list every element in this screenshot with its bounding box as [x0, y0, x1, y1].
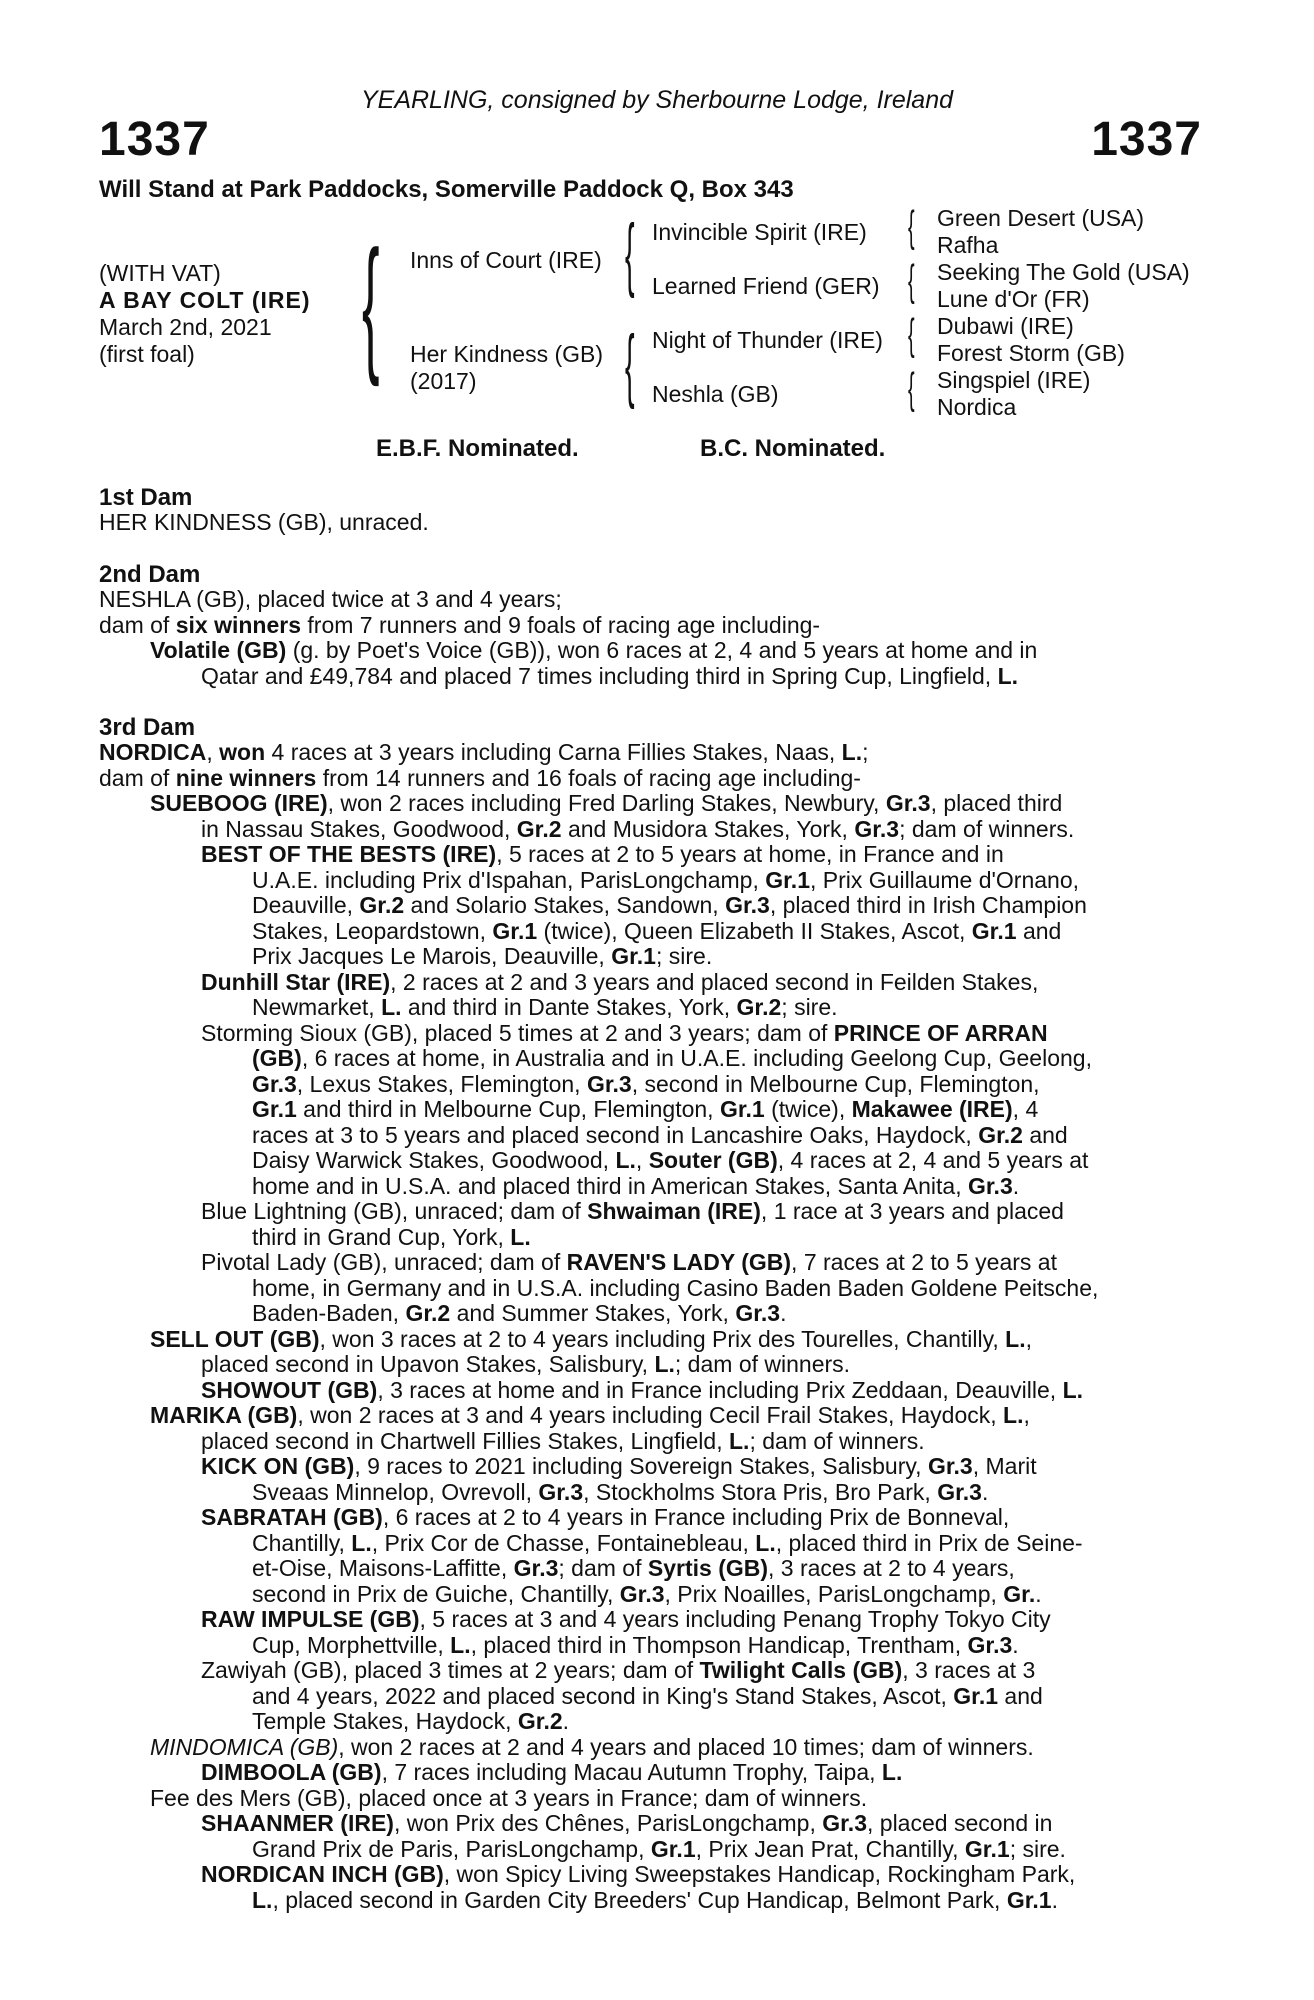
- td-line-3: SUEBOOG (IRE), won 2 races including Fred Darling Stakes, Newbury, Gr.3, placed third: [150, 790, 1063, 816]
- consignment-line: YEARLING, consigned by Sherbourne Lodge, Ireland: [360, 86, 954, 114]
- bc-nomination: B.C. Nominated.: [700, 435, 886, 462]
- foal-note: (first foal): [99, 341, 195, 367]
- td-line-12: Storming Sioux (GB), placed 5 times at 2 and 3 years; dam of PRINCE OF ARRAN: [201, 1019, 1048, 1046]
- td-line-43: SHAANMER (IRE), won Prix des Chênes, ParisLongchamp, Gr.3, placed second in: [201, 1810, 1053, 1836]
- td-line-37: Zawiyah (GB), placed 3 times at 2 years; dam of Twilight Calls (GB), 3 races at 3: [201, 1657, 1036, 1683]
- third-dam-heading: 3rd Dam: [99, 714, 196, 741]
- td-line-16: races at 3 to 5 years and placed second in Lancashire Oaks, Haydock, Gr.2 and: [252, 1121, 1068, 1148]
- td-line-15: Gr.1 and third in Melbourne Cup, Flemington, Gr.1 (twice), Makawee (IRE), 4: [252, 1096, 1039, 1122]
- td-line-34: second in Prix de Guiche, Chantilly, Gr.3, Prix Noailles, ParisLongchamp, Gr..: [252, 1580, 1042, 1607]
- td-line-11: Newmarket, L. and third in Dante Stakes, York, Gr.2; sire.: [252, 994, 838, 1020]
- td-line-4: in Nassau Stakes, Goodwood, Gr.2 and Musidora Stakes, York, Gr.3; dam of winners.: [201, 815, 1075, 842]
- sire-sire: Invincible Spirit (IRE): [652, 219, 867, 245]
- td-line-23: Baden-Baden, Gr.2 and Summer Stakes, York, Gr.3.: [252, 1300, 787, 1326]
- td-line-19: Blue Lightning (GB), unraced; dam of Shwaiman (IRE), 1 race at 3 years and placed: [201, 1198, 1064, 1224]
- td-line-8: Stakes, Leopardstown, Gr.1 (twice), Queen Elizabeth II Stakes, Ascot, Gr.1 and: [252, 917, 1062, 944]
- td-line-30: Sveaas Minnelop, Ovrevoll, Gr.3, Stockholms Stora Pris, Bro Park, Gr.3.: [252, 1478, 989, 1505]
- second-dam-line-4: Qatar and £49,784 and placed 7 times including third in Spring Cup, Lingfield, L.: [201, 662, 1019, 689]
- third-dam-text: [99, 740, 1204, 1913]
- td-line-27: MARIKA (GB), won 2 races at 3 and 4 years including Cecil Frail Stakes, Haydock, L.,: [150, 1402, 1030, 1428]
- first-dam-text: [99, 510, 1204, 536]
- td-line-29: KICK ON (GB), 9 races to 2021 including Sovereign Stakes, Salisbury, Gr.3, Marit: [201, 1453, 1037, 1479]
- horse-name: A BAY COLT (IRE): [99, 287, 311, 313]
- sire: Inns of Court (IRE): [410, 247, 602, 273]
- td-line-35: RAW IMPULSE (GB), 5 races at 3 and 4 years including Penang Trophy Tokyo City: [201, 1606, 1051, 1632]
- td-line-10: Dunhill Star (IRE), 2 races at 2 and 3 years and placed second in Feilden Stakes,: [201, 968, 1039, 995]
- dam-sire: Night of Thunder (IRE): [652, 327, 883, 353]
- ped-ddd: Nordica: [937, 394, 1017, 420]
- td-line-22: home, in Germany and in U.S.A. including Casino Baden Baden Goldene Peitsche,: [252, 1274, 1099, 1301]
- td-line-40: MINDOMICA (GB), won 2 races at 2 and 4 years and placed 10 times; dam of winners.: [150, 1733, 1034, 1760]
- td-line-6: U.A.E. including Prix d'Ispahan, ParisLongchamp, Gr.1, Prix Guillaume d'Ornano,: [252, 866, 1080, 893]
- lot-number-right: 1337: [1091, 113, 1202, 166]
- td-line-1: NORDICA, won 4 races at 3 years including Carna Fillies Stakes, Naas, L.;: [99, 739, 869, 765]
- ped-sdd: Lune d'Or (FR): [937, 286, 1090, 312]
- pedigree-brace-dam: {: [625, 319, 635, 410]
- td-line-7: Deauville, Gr.2 and Solario Stakes, Sandown, Gr.3, placed third in Irish Champion: [252, 892, 1087, 918]
- td-line-46: L., placed second in Garden City Breeders' Cup Handicap, Belmont Park, Gr.1.: [252, 1886, 1058, 1913]
- td-line-5: BEST OF THE BESTS (IRE), 5 races at 2 to 5 years at home, in France and in: [201, 841, 1004, 867]
- td-line-44: Grand Prix de Paris, ParisLongchamp, Gr.1, Prix Jean Prat, Chantilly, Gr.1; sire.: [252, 1835, 1066, 1862]
- second-dam-text: [99, 587, 1204, 689]
- td-line-39: Temple Stakes, Haydock, Gr.2.: [252, 1708, 570, 1734]
- pedigree-brace-4: {: [908, 364, 915, 413]
- td-line-33: et-Oise, Maisons-Laffitte, Gr.3; dam of Syrtis (GB), 3 races at 2 to 4 years,: [252, 1555, 1015, 1581]
- second-dam-line-3: Volatile (GB) (g. by Poet's Voice (GB)), won 6 races at 2, 4 and 5 years at home and in: [150, 637, 1038, 663]
- td-line-32: Chantilly, L., Prix Cor de Chasse, Fontainebleau, L., placed third in Prix de Seine-: [252, 1529, 1083, 1556]
- second-dam-line-1: NESHLA (GB), placed twice at 3 and 4 years;: [99, 586, 562, 612]
- sire-dam: Learned Friend (GER): [652, 273, 880, 299]
- td-line-28: placed second in Chartwell Fillies Stakes, Lingfield, L.; dam of winners.: [201, 1427, 925, 1454]
- ped-dss: Dubawi (IRE): [937, 313, 1074, 339]
- td-line-18: home and in U.S.A. and placed third in American Stakes, Santa Anita, Gr.3.: [252, 1172, 1020, 1199]
- second-dam-heading: 2nd Dam: [99, 561, 201, 588]
- td-line-2: dam of nine winners from 14 runners and 16 foals of racing age including-: [99, 764, 861, 791]
- pedigree-brace-main: {: [362, 219, 380, 387]
- td-line-38: and 4 years, 2022 and placed second in King's Stand Stakes, Ascot, Gr.1 and: [252, 1682, 1043, 1709]
- td-line-42: Fee des Mers (GB), placed once at 3 years in France; dam of winners.: [150, 1784, 868, 1811]
- td-line-31: SABRATAH (GB), 6 races at 2 to 4 years in France including Prix de Bonneval,: [201, 1504, 1010, 1530]
- pedigree-brace-1: {: [908, 202, 915, 251]
- ebf-nomination: E.B.F. Nominated.: [376, 435, 579, 462]
- ped-dsd: Forest Storm (GB): [937, 340, 1125, 366]
- dam-dam: Neshla (GB): [652, 381, 779, 407]
- ped-sss: Green Desert (USA): [937, 205, 1145, 231]
- stand-location: Will Stand at Park Paddocks, Somerville Paddock Q, Box 343: [99, 176, 794, 203]
- td-line-17: Daisy Warwick Stakes, Goodwood, L., Souter (GB), 4 races at 2, 4 and 5 years at: [252, 1147, 1089, 1173]
- lot-number-left: 1337: [99, 113, 210, 166]
- td-line-9: Prix Jacques Le Marois, Deauville, Gr.1; sire.: [252, 943, 713, 969]
- td-line-21: Pivotal Lady (GB), unraced; dam of RAVEN'S LADY (GB), 7 races at 2 to 5 years at: [201, 1249, 1057, 1275]
- ped-ssd: Rafha: [937, 232, 999, 258]
- dam: Her Kindness (GB): [410, 341, 604, 367]
- second-dam-line-2: dam of six winners from 7 runners and 9 foals of racing age including-: [99, 611, 821, 638]
- td-line-24: SELL OUT (GB), won 3 races at 2 to 4 years including Prix des Tourelles, Chantilly, L.,: [150, 1325, 1033, 1352]
- first-dam-heading: 1st Dam: [99, 484, 193, 511]
- td-line-25: placed second in Upavon Stakes, Salisbury, L.; dam of winners.: [201, 1351, 851, 1377]
- vat-note: (WITH VAT): [99, 260, 221, 286]
- td-line-13: (GB), 6 races at home, in Australia and in U.A.E. including Geelong Cup, Geelong,: [252, 1045, 1092, 1071]
- td-line-41: DIMBOOLA (GB), 7 races including Macau Autumn Trophy, Taipa, L.: [201, 1759, 903, 1785]
- ped-sds: Seeking The Gold (USA): [937, 259, 1190, 285]
- td-line-26: SHOWOUT (GB), 3 races at home and in France including Prix Zeddaan, Deauville, L.: [201, 1376, 1084, 1403]
- first-dam-line: HER KINDNESS (GB), unraced.: [99, 509, 429, 535]
- dam-year: (2017): [410, 368, 477, 394]
- birth-date: March 2nd, 2021: [99, 314, 272, 340]
- td-line-45: NORDICAN INCH (GB), won Spicy Living Sweepstakes Handicap, Rockingham Park,: [201, 1861, 1076, 1887]
- ped-dds: Singspiel (IRE): [937, 367, 1091, 393]
- pedigree-brace-sire: {: [625, 208, 635, 299]
- pedigree-brace-3: {: [908, 310, 915, 359]
- td-line-14: Gr.3, Lexus Stakes, Flemington, Gr.3, second in Melbourne Cup, Flemington,: [252, 1070, 1040, 1097]
- td-line-20: third in Grand Cup, York, L.: [252, 1223, 531, 1250]
- pedigree-brace-2: {: [908, 256, 915, 305]
- td-line-36: Cup, Morphettville, L., placed third in Thompson Handicap, Trentham, Gr.3.: [252, 1631, 1019, 1658]
- horse-summary: [99, 260, 311, 368]
